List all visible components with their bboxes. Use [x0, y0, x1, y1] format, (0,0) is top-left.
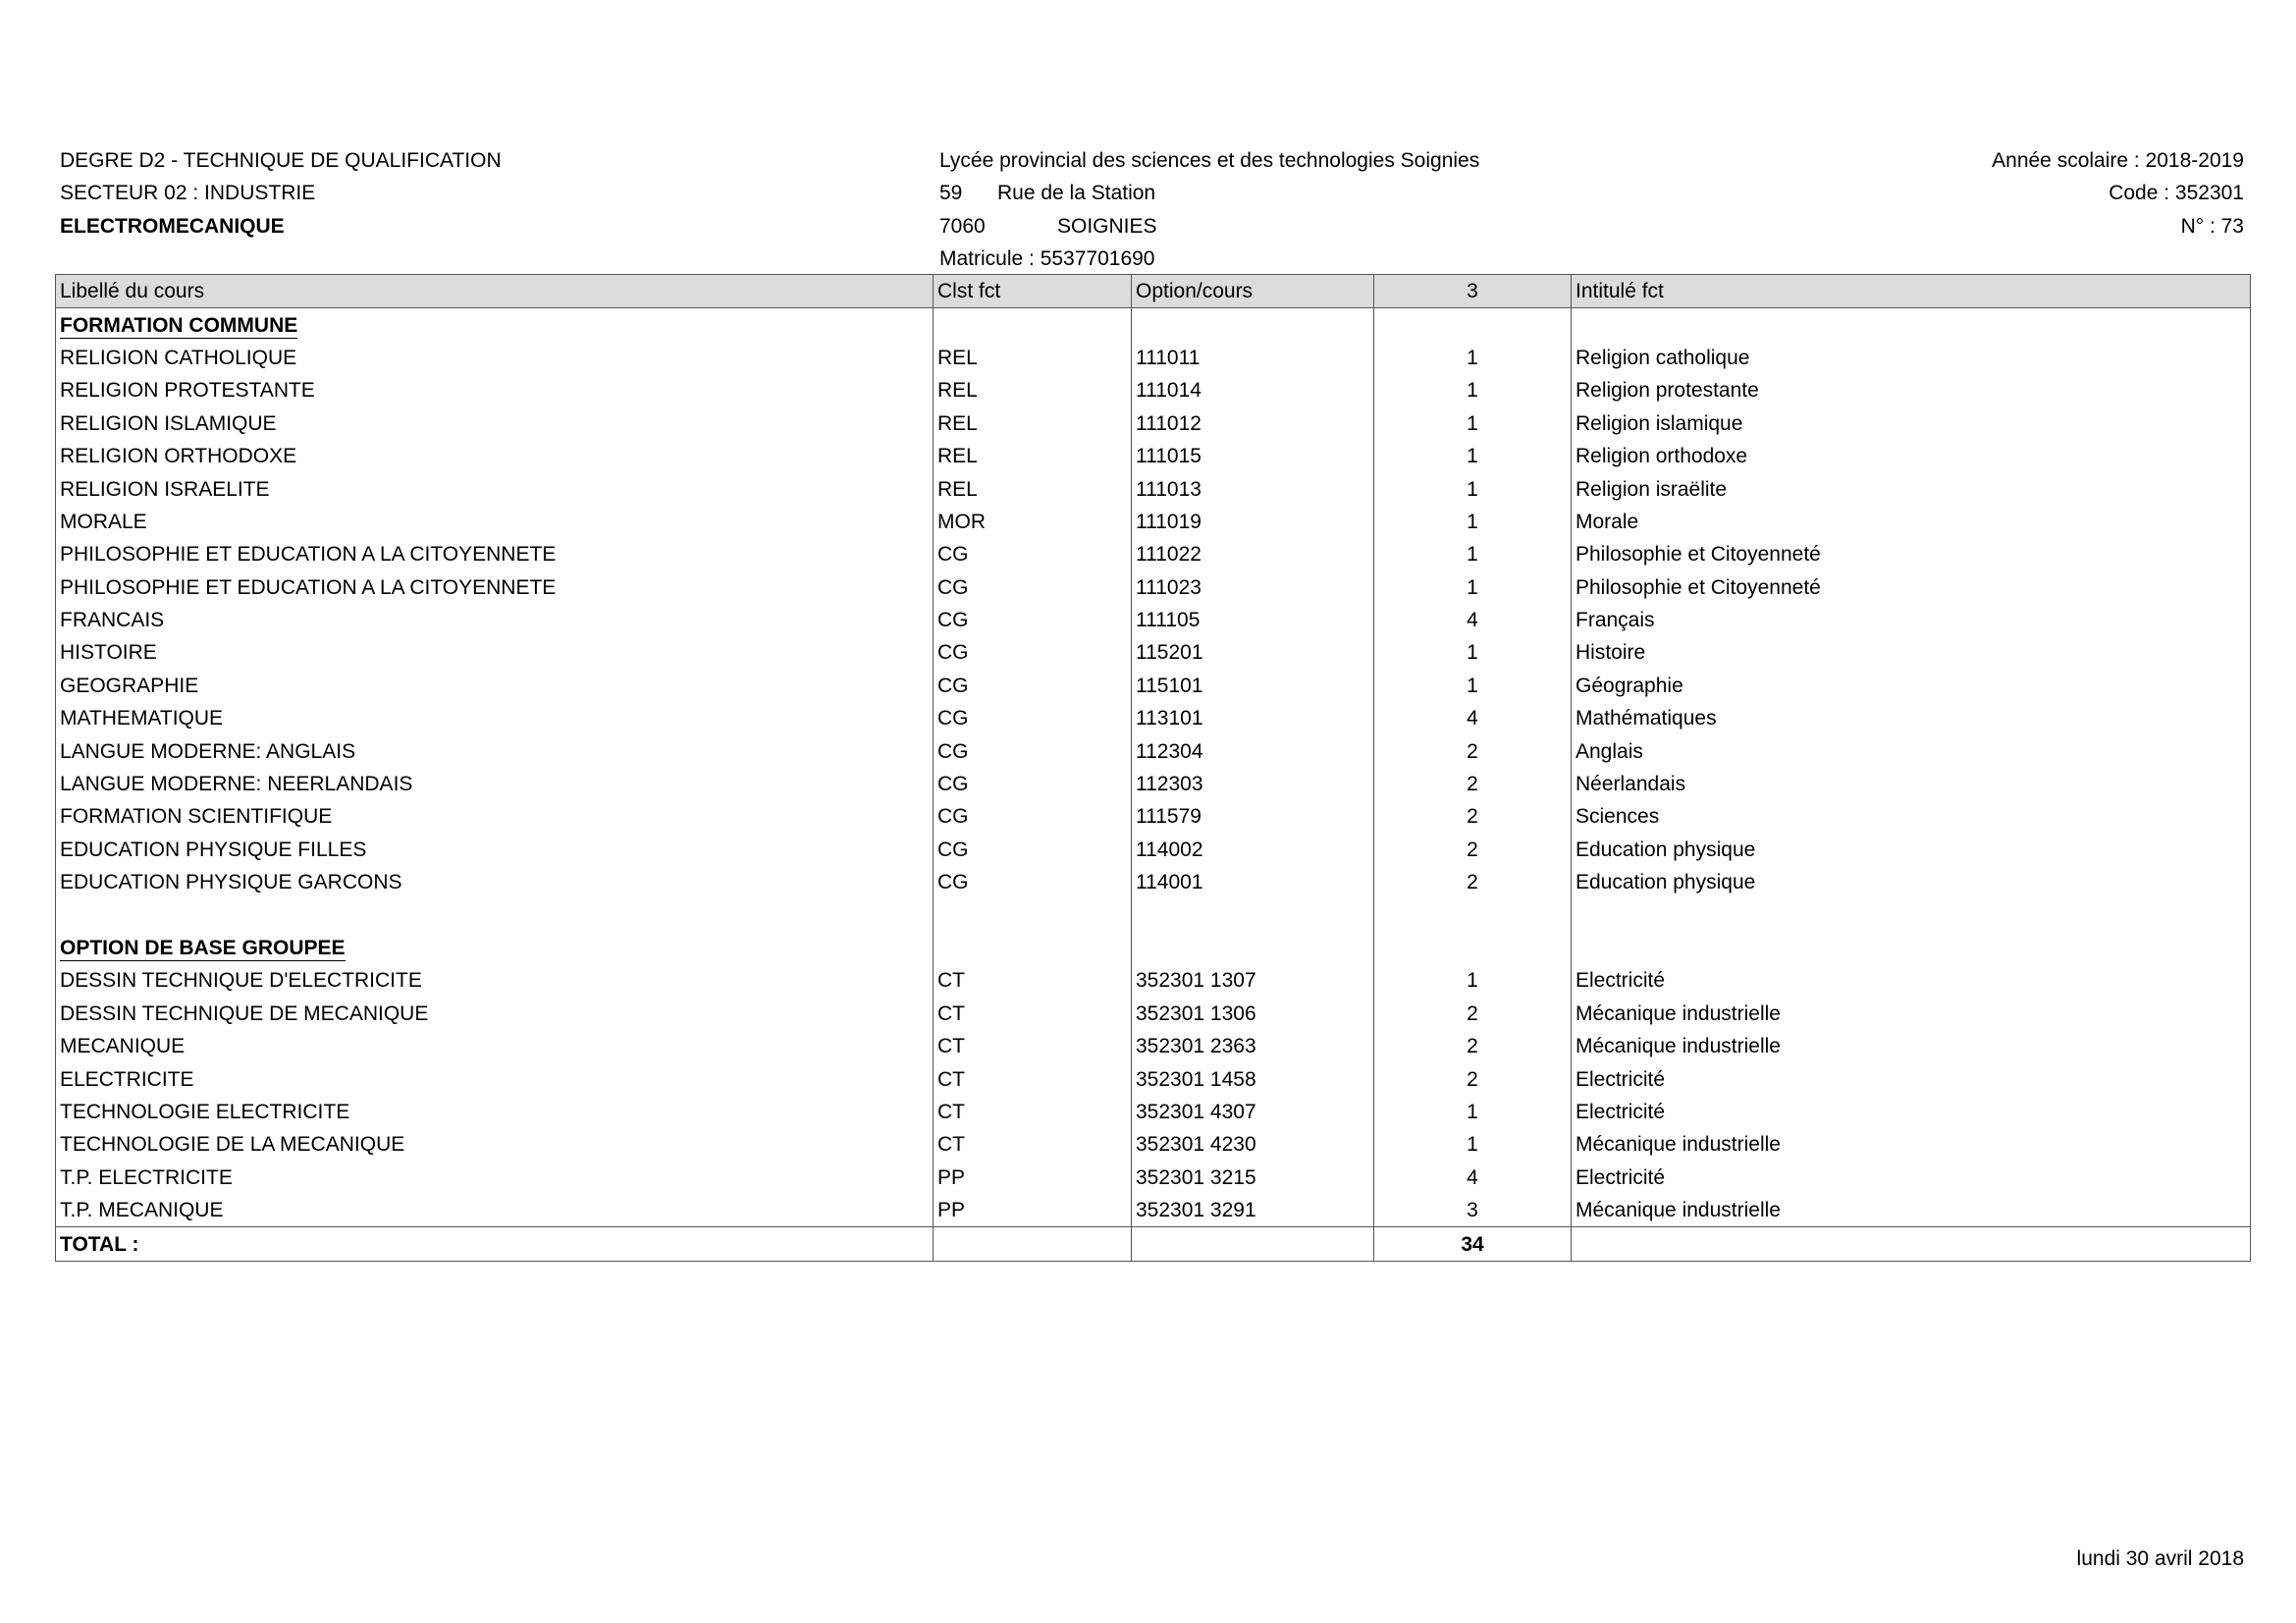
cell-libelle: DESSIN TECHNIQUE DE MECANIQUE [56, 998, 934, 1030]
cell-intitule: Français [1572, 604, 2251, 636]
empty-cell [1572, 308, 2251, 342]
cell-clst: CT [934, 1062, 1132, 1095]
cell-libelle: FORMATION SCIENTIFIQUE [56, 800, 934, 833]
table-header-row [56, 275, 2251, 308]
cell-clst: REL [934, 440, 1132, 472]
cell-clst: CG [934, 834, 1132, 866]
cell-periods: 3 [1374, 1194, 1572, 1227]
table-row [56, 472, 2251, 505]
empty-cell [1572, 1227, 2251, 1261]
cell-intitule: Electricité [1572, 964, 2251, 997]
empty-cell [1132, 898, 1374, 931]
cell-intitule: Anglais [1572, 734, 2251, 767]
cell-periods: 1 [1374, 342, 1572, 374]
cell-libelle: RELIGION CATHOLIQUE [56, 342, 934, 374]
cell-intitule: Education physique [1572, 834, 2251, 866]
cell-intitule: Mécanique industrielle [1572, 1128, 2251, 1161]
empty-cell [1374, 308, 1572, 342]
cell-libelle: TECHNOLOGIE ELECTRICITE [56, 1096, 934, 1128]
cell-option: 352301 1306 [1132, 998, 1374, 1030]
column-header-clst: Clst fct [934, 275, 1132, 308]
cell-option: 111013 [1132, 472, 1374, 505]
cell-libelle: LANGUE MODERNE: NEERLANDAIS [56, 768, 934, 800]
cell-libelle: MECANIQUE [56, 1030, 934, 1062]
cell-intitule: Religion islamique [1572, 407, 2251, 440]
empty-cell [1374, 932, 1572, 964]
cell-libelle: RELIGION PROTESTANTE [56, 374, 934, 406]
cell-intitule: Mécanique industrielle [1572, 1030, 2251, 1062]
empty-cell [1132, 1227, 1374, 1261]
cell-option: 111012 [1132, 407, 1374, 440]
cell-clst: REL [934, 472, 1132, 505]
column-header-option: Option/cours [1132, 275, 1374, 308]
cell-libelle: EDUCATION PHYSIQUE GARCONS [56, 866, 934, 898]
cell-periods: 1 [1374, 670, 1572, 702]
table-row [56, 571, 2251, 604]
table-row [56, 407, 2251, 440]
cell-libelle: T.P. MECANIQUE [56, 1194, 934, 1227]
cell-option: 111015 [1132, 440, 1374, 472]
cell-intitule: Morale [1572, 506, 2251, 538]
total-value: 34 [1374, 1227, 1572, 1261]
table-row [56, 604, 2251, 636]
cell-option: 352301 2363 [1132, 1030, 1374, 1062]
cell-periods: 2 [1374, 734, 1572, 767]
cell-libelle: LANGUE MODERNE: ANGLAIS [56, 734, 934, 767]
cell-clst: REL [934, 342, 1132, 374]
table-row [56, 1062, 2251, 1095]
school-code: Code : 352301 [2109, 182, 2244, 204]
cell-libelle: MATHEMATIQUE [56, 702, 934, 734]
empty-cell [934, 932, 1132, 964]
empty-cell [1132, 308, 1374, 342]
street-name: Rue de la Station [997, 182, 1156, 204]
cell-intitule: Electricité [1572, 1062, 2251, 1095]
cell-periods: 4 [1374, 604, 1572, 636]
cell-periods: 1 [1374, 407, 1572, 440]
cell-option: 111019 [1132, 506, 1374, 538]
column-header-periods: 3 [1374, 275, 1572, 308]
cell-option: 352301 4307 [1132, 1096, 1374, 1128]
empty-cell [934, 1227, 1132, 1261]
section-row [56, 932, 2251, 964]
cell-option: 111023 [1132, 571, 1374, 604]
table-row [56, 506, 2251, 538]
secteur-label: SECTEUR 02 : INDUSTRIE [60, 182, 316, 204]
cell-intitule: Philosophie et Citoyenneté [1572, 571, 2251, 604]
cell-option: 114001 [1132, 866, 1374, 898]
school-year: Année scolaire : 2018-2019 [1992, 149, 2244, 172]
cell-clst: CG [934, 702, 1132, 734]
print-date: lundi 30 avril 2018 [2076, 1547, 2244, 1570]
cell-periods: 2 [1374, 834, 1572, 866]
cell-clst: CG [934, 800, 1132, 833]
cell-periods: 1 [1374, 636, 1572, 669]
cell-option: 111011 [1132, 342, 1374, 374]
cell-clst: PP [934, 1194, 1132, 1227]
cell-option: 112303 [1132, 768, 1374, 800]
column-header-libelle: Libellé du cours [56, 275, 934, 308]
section-title: OPTION DE BASE GROUPEE [60, 937, 346, 959]
table-row [56, 636, 2251, 669]
table-row [56, 670, 2251, 702]
cell-clst: CT [934, 1128, 1132, 1161]
cell-libelle: MORALE [56, 506, 934, 538]
table-row [56, 1128, 2251, 1161]
cell-clst: CG [934, 538, 1132, 570]
cell-periods: 1 [1374, 506, 1572, 538]
cell-intitule: Electricité [1572, 1096, 2251, 1128]
cell-libelle: DESSIN TECHNIQUE D'ELECTRICITE [56, 964, 934, 997]
cell-option: 111022 [1132, 538, 1374, 570]
cell-clst: PP [934, 1162, 1132, 1194]
cell-libelle: TECHNOLOGIE DE LA MECANIQUE [56, 1128, 934, 1161]
cell-periods: 1 [1374, 571, 1572, 604]
orientation-label: ELECTROMECANIQUE [60, 215, 285, 238]
cell-intitule: Sciences [1572, 800, 2251, 833]
table-row [56, 538, 2251, 570]
table-row [56, 1096, 2251, 1128]
table-row [56, 374, 2251, 406]
table-row [56, 866, 2251, 898]
cell-option: 115201 [1132, 636, 1374, 669]
cell-option: 115101 [1132, 670, 1374, 702]
cell-option: 113101 [1132, 702, 1374, 734]
cell-libelle: T.P. ELECTRICITE [56, 1162, 934, 1194]
cell-intitule: Religion israëlite [1572, 472, 2251, 505]
cell-intitule: Religion orthodoxe [1572, 440, 2251, 472]
cell-periods: 2 [1374, 998, 1572, 1030]
cell-clst: CT [934, 998, 1132, 1030]
cell-intitule: Mathématiques [1572, 702, 2251, 734]
cell-libelle: RELIGION ISLAMIQUE [56, 407, 934, 440]
cell-intitule: Education physique [1572, 866, 2251, 898]
cell-clst: MOR [934, 506, 1132, 538]
cell-option: 114002 [1132, 834, 1374, 866]
cell-clst: REL [934, 407, 1132, 440]
cell-option: 352301 1458 [1132, 1062, 1374, 1095]
table-row [56, 734, 2251, 767]
cell-clst: CG [934, 670, 1132, 702]
table-row [56, 768, 2251, 800]
cell-intitule: Géographie [1572, 670, 2251, 702]
section-row [56, 308, 2251, 342]
empty-cell [1572, 898, 2251, 931]
empty-cell [1374, 898, 1572, 931]
cell-clst: CT [934, 964, 1132, 997]
cell-periods: 2 [1374, 1030, 1572, 1062]
cell-clst: CG [934, 768, 1132, 800]
cell-intitule: Philosophie et Citoyenneté [1572, 538, 2251, 570]
cell-libelle: HISTOIRE [56, 636, 934, 669]
cell-intitule: Histoire [1572, 636, 2251, 669]
cell-periods: 1 [1374, 1128, 1572, 1161]
empty-cell [934, 898, 1132, 931]
cell-intitule: Mécanique industrielle [1572, 1194, 2251, 1227]
school-number: N° : 73 [2180, 215, 2244, 238]
total-label: TOTAL : [56, 1227, 934, 1261]
cell-libelle: RELIGION ORTHODOXE [56, 440, 934, 472]
cell-clst: CT [934, 1030, 1132, 1062]
cell-libelle: PHILOSOPHIE ET EDUCATION A LA CITOYENNETE [56, 571, 934, 604]
course-table [55, 274, 2251, 1262]
cell-periods: 1 [1374, 374, 1572, 406]
cell-intitule: Néerlandais [1572, 768, 2251, 800]
empty-cell [56, 898, 934, 931]
city-name: SOIGNIES [1057, 215, 1157, 238]
cell-libelle: ELECTRICITE [56, 1062, 934, 1095]
table-body [56, 308, 2251, 1261]
column-header-intitule: Intitulé fct [1572, 275, 2251, 308]
cell-libelle: RELIGION ISRAELITE [56, 472, 934, 505]
cell-periods: 4 [1374, 1162, 1572, 1194]
table-row [56, 964, 2251, 997]
cell-periods: 1 [1374, 538, 1572, 570]
cell-clst: CG [934, 636, 1132, 669]
cell-option: 111105 [1132, 604, 1374, 636]
street-number: 59 [939, 182, 963, 204]
cell-libelle: EDUCATION PHYSIQUE FILLES [56, 834, 934, 866]
cell-clst: CG [934, 571, 1132, 604]
table-row [56, 800, 2251, 833]
cell-libelle: FRANCAIS [56, 604, 934, 636]
cell-intitule: Electricité [1572, 1162, 2251, 1194]
cell-libelle: GEOGRAPHIE [56, 670, 934, 702]
table-row [56, 342, 2251, 374]
section-title: FORMATION COMMUNE [60, 313, 298, 337]
cell-libelle: PHILOSOPHIE ET EDUCATION A LA CITOYENNETE [56, 538, 934, 570]
cell-option: 112304 [1132, 734, 1374, 767]
cell-periods: 1 [1374, 472, 1572, 505]
cell-option: 111579 [1132, 800, 1374, 833]
cell-option: 352301 3215 [1132, 1162, 1374, 1194]
empty-cell [934, 308, 1132, 342]
cell-periods: 1 [1374, 440, 1572, 472]
school-name: Lycée provincial des sciences et des technologies Soignies [939, 149, 1480, 172]
cell-periods: 2 [1374, 800, 1572, 833]
cell-periods: 2 [1374, 1062, 1572, 1095]
cell-clst: REL [934, 374, 1132, 406]
total-row [56, 1227, 2251, 1261]
cell-option: 111014 [1132, 374, 1374, 406]
table-row [56, 702, 2251, 734]
cell-intitule: Religion protestante [1572, 374, 2251, 406]
table-row [56, 1030, 2251, 1062]
section-title-cell [56, 932, 934, 964]
postal-code: 7060 [939, 215, 986, 238]
cell-option: 352301 4230 [1132, 1128, 1374, 1161]
cell-periods: 1 [1374, 964, 1572, 997]
table-row [56, 834, 2251, 866]
cell-clst: CG [934, 604, 1132, 636]
cell-clst: CG [934, 866, 1132, 898]
table-row [56, 1194, 2251, 1227]
cell-periods: 1 [1374, 1096, 1572, 1128]
section-title-cell [56, 308, 934, 342]
cell-clst: CG [934, 734, 1132, 767]
cell-option: 352301 1307 [1132, 964, 1374, 997]
empty-cell [1572, 932, 2251, 964]
table-row [56, 1162, 2251, 1194]
table-row [56, 998, 2251, 1030]
cell-periods: 2 [1374, 768, 1572, 800]
empty-cell [1132, 932, 1374, 964]
cell-option: 352301 3291 [1132, 1194, 1374, 1227]
matricule-label: Matricule : 5537701690 [939, 247, 1155, 270]
cell-intitule: Religion catholique [1572, 342, 2251, 374]
cell-clst: CT [934, 1096, 1132, 1128]
spacer-row [56, 898, 2251, 931]
table-row [56, 440, 2251, 472]
cell-intitule: Mécanique industrielle [1572, 998, 2251, 1030]
degre-label: DEGRE D2 - TECHNIQUE DE QUALIFICATION [60, 149, 502, 172]
cell-periods: 2 [1374, 866, 1572, 898]
cell-periods: 4 [1374, 702, 1572, 734]
